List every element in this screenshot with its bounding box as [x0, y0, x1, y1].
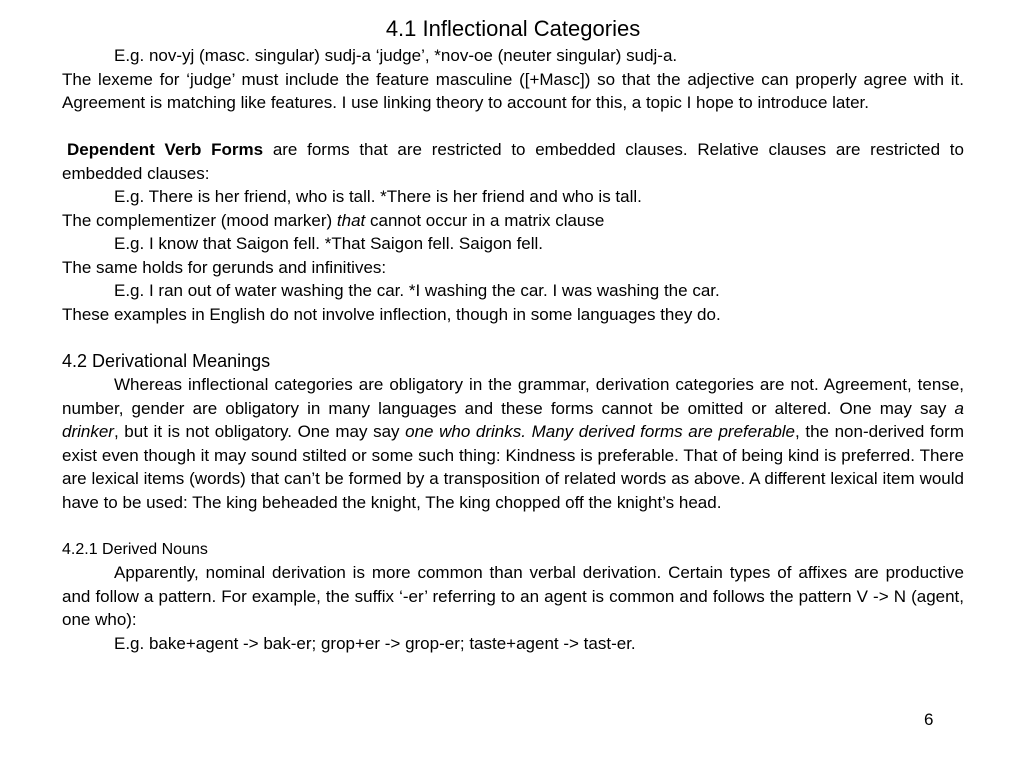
paragraph-lexeme: The lexeme for ‘judge’ must include the feature masculine ([+Masc]) so that the adjective can properly agree with it. Agreement is matching like features. I use linking theory to account for this, a topic I hope to introduce later.	[62, 69, 964, 112]
term-dependent-verb-forms: Dependent Verb Forms	[67, 140, 264, 159]
paragraph-english-examples: These examples in English do not involve inflection, though in some languages they do.	[62, 304, 721, 324]
spacer	[62, 115, 964, 139]
paragraph-gerunds: The same holds for gerunds and infinitives:	[62, 257, 387, 277]
derivational-part-c: , the non-derived form exist even though it may sound stilted or some such thing: Kindness is preferable. That of being kind is preferred. There are lexical items (words) that can’t be formed by a transposition of related words as above. A different lexical item would have to be used: The king beheaded the knight, The king chopped off the knight’s head.	[62, 422, 964, 512]
phrase-one-who-drinks: one who drinks. Many derived forms are preferable	[405, 422, 796, 441]
paragraph-derivational	[62, 373, 964, 514]
example-agent: E.g. bake+agent -> bak-er; grop+er -> grop-er; taste+agent -> tast-er.	[114, 633, 636, 653]
paragraph-dependent-verb-forms	[62, 138, 964, 185]
derivational-part-b: , but it is not obligatory. One may say	[113, 422, 406, 441]
paragraph-derived-nouns: Apparently, nominal derivation is more common than verbal derivation. Certain types of affixes are productive and follow a pattern. For example, the suffix ‘-er’ referring to an agent is common and follows the pattern V -> N (agent, one who):	[62, 563, 964, 629]
dependent-rest: are forms that are restricted to embedded clauses. Relative clauses are restricted to embedded clauses:	[62, 140, 964, 183]
example-car: E.g. I ran out of water washing the car. *I washing the car. I was washing the car.	[114, 281, 720, 300]
phrase-a-drinker: a drinker	[62, 398, 964, 441]
section-4-2-title: 4.2 Derivational Meanings	[62, 350, 271, 371]
spacer	[62, 514, 964, 538]
document-page	[62, 14, 964, 655]
page-number: 6	[924, 710, 934, 729]
section-4-2-1-title: 4.2.1 Derived Nouns	[62, 540, 208, 558]
example-friend: E.g. There is her friend, who is tall. *There is her friend and who is tall.	[114, 187, 642, 206]
complementizer-post: cannot occur in a matrix clause	[365, 210, 605, 230]
example-saigon: E.g. I know that Saigon fell. *That Saigon fell. Saigon fell.	[114, 234, 544, 253]
example-judge: E.g. nov-yj (masc. singular) sudj-a ‘judge’, *nov-oe (neuter singular) sudj-a.	[114, 46, 678, 65]
complementizer-pre: The complementizer (mood marker)	[62, 210, 337, 230]
derivational-part-a: Whereas inflectional categories are obligatory in the grammar, derivation categories are not. Agreement, tense, number, gender are obligatory in many languages and these forms cannot be omitted or altered. One may say	[62, 375, 964, 418]
word-that: that	[336, 210, 366, 230]
spacer	[62, 326, 964, 350]
section-4-1-title: 4.1 Inflectional Categories	[385, 16, 641, 41]
paragraph-complementizer	[62, 209, 964, 233]
